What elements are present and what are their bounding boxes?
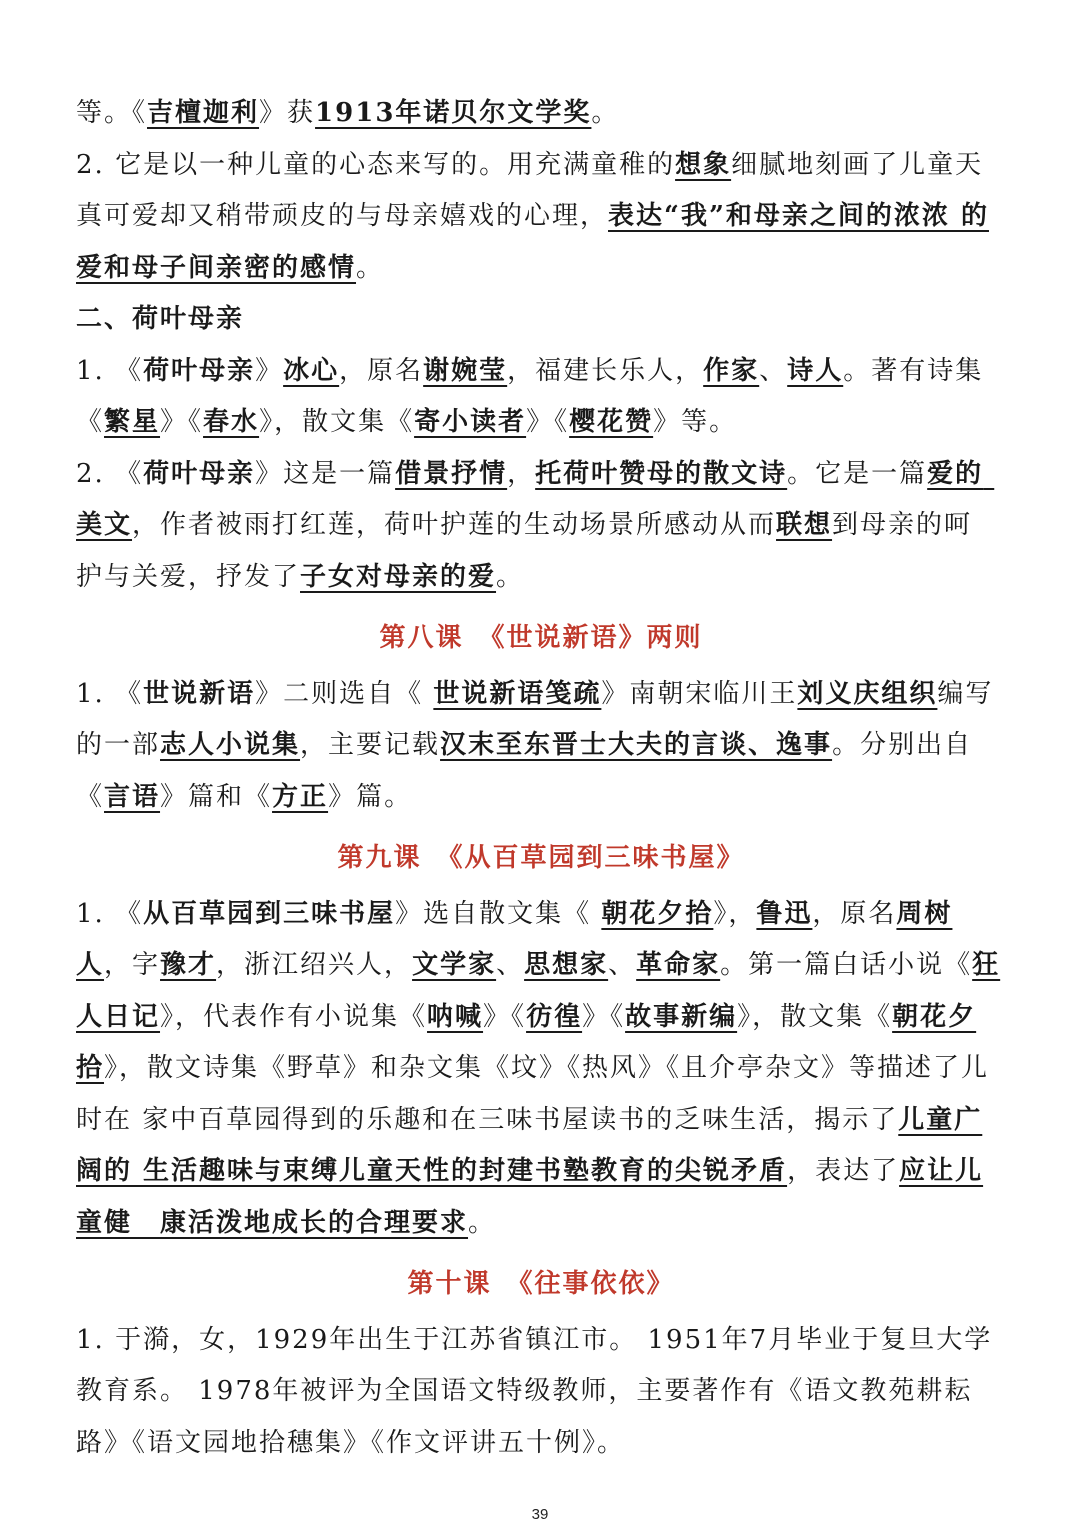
key-point-underlined: 狂人日记 <box>76 950 1001 1032</box>
body-text: 1. 于漪，女，1929年出生于江苏省镇江市。 1951年7月毕业于复旦大学教育系。 1978年被评为全国语文特级教师，主要著作有《语文教苑耕耘路》《语文园地拾穗集》《作文评讲五十例》。 <box>76 1324 993 1458</box>
key-point-underlined: 1913年诺贝尔文学奖 <box>315 98 592 128</box>
bold-text: 荷叶母亲 <box>143 355 256 386</box>
key-point-underlined: 应让儿童健 康活泼地成长的合理要求 <box>76 1156 984 1238</box>
lesson-heading-9: 第九课 《从百草园到三味书屋》 <box>337 843 745 873</box>
body-text: 》《 <box>526 407 570 437</box>
body-text: 》《 <box>483 1001 527 1032</box>
bold-text: 世说新语 <box>143 678 256 709</box>
body-text: 细腻地刻画了儿童天 真可爱却又稍带顽皮的与母亲嬉戏的心理， <box>76 149 994 231</box>
key-point-underlined: 言语 <box>104 781 161 812</box>
key-point-underlined: 志人小说集 <box>160 730 301 760</box>
body-text: 》获 <box>259 98 316 128</box>
key-point-underlined: 朝花夕拾 <box>601 898 714 929</box>
body-text: 到母亲的呵 护与关爱，抒发了 <box>76 510 983 592</box>
body-text: 。 <box>591 98 620 128</box>
body-text: 1. 《 <box>76 898 144 929</box>
key-point-underlined: 思想家 <box>524 950 609 980</box>
lesson-heading-10: 第十课 《往事依依》 <box>407 1269 675 1299</box>
section-heading-lotus-leaf-mother: 二、荷叶母亲 <box>76 304 245 334</box>
paragraph-shishuo-xinyu <box>76 669 1006 824</box>
body-text: ，原名 <box>339 355 424 386</box>
key-point-underlined: 谢婉莹 <box>423 355 508 386</box>
body-text: 。著有诗集 《 <box>76 355 994 437</box>
page-number: 39 <box>531 1506 549 1523</box>
body-text: 》，散文集《 <box>737 1001 893 1032</box>
key-point-underlined: 朝花夕拾 <box>76 1001 977 1083</box>
body-text: ，浙江绍兴人， <box>216 950 413 980</box>
lesson-heading-8: 第八课 《世说新语》两则 <box>379 623 703 653</box>
key-point-underlined: 诗人 <box>787 355 844 386</box>
body-text: 》， <box>713 898 757 929</box>
body-text: 。它是一篇 <box>787 458 928 489</box>
key-point-underlined: 联想 <box>776 510 833 540</box>
key-point-underlined: 作家 <box>703 355 760 386</box>
key-point-underlined: 儿童广阔的 生活趣味与束缚儿童天性的封建书塾教育的尖锐矛盾 <box>76 1104 983 1186</box>
body-text: ，福建长乐人， <box>507 355 704 386</box>
key-point-underlined: 世说新语笺疏 <box>433 678 602 709</box>
paragraph-yu-yi-bio <box>76 1315 1006 1470</box>
body-text: 、 <box>608 950 637 980</box>
key-point-underlined: 爱的 美文 <box>76 458 995 540</box>
body-text: 编写 的一部 <box>76 678 1004 760</box>
body-text: 》篇和《 <box>160 781 273 812</box>
key-point-underlined: 冰心 <box>283 355 340 386</box>
body-text: 、 <box>496 950 525 980</box>
key-point-underlined: 表达“我”和母亲之间的浓浓 的爱和母子间亲密的感情 <box>76 201 989 283</box>
body-text: 。分别出自 《 <box>76 730 983 812</box>
paragraph-child-perspective <box>76 140 1006 295</box>
body-text: ，原名 <box>812 898 897 929</box>
body-text: 等。《 <box>76 98 148 128</box>
body-text: 1. 《 <box>76 355 144 386</box>
key-point-underlined: 鲁迅 <box>756 898 813 929</box>
key-point-underlined: 借景抒情 <box>395 458 508 489</box>
key-point-underlined: 豫才 <box>160 950 217 980</box>
key-point-underlined: 刘义庆组织 <box>797 678 938 709</box>
key-point-underlined: 春水 <box>203 407 260 437</box>
key-point-underlined: 呐喊 <box>427 1001 484 1032</box>
body-text: 》，代表作有小说集《 <box>160 1001 428 1032</box>
body-text: 》《 <box>582 1001 626 1032</box>
body-text: 、 <box>759 355 788 386</box>
body-text: 》 <box>255 355 284 386</box>
key-point-underlined: 子女对母亲的爱 <box>300 561 497 592</box>
body-text: 》等。 <box>653 407 738 437</box>
key-point-underlined: 彷徨 <box>526 1001 583 1032</box>
body-text: ，主要记载 <box>300 730 441 760</box>
bold-text: 从百草园到三味书屋 <box>143 898 396 929</box>
body-text: 。 <box>468 1207 497 1238</box>
body-text: ，作者被雨打红莲，荷叶护莲的生动场景所感动从而 <box>132 510 777 540</box>
paragraph-lotus-leaf-theme <box>76 449 1006 604</box>
body-text: 》这是一篇 <box>255 458 396 489</box>
document-body <box>76 88 1006 1469</box>
key-point-underlined: 寄小读者 <box>414 407 527 437</box>
body-text: 》南朝宋临川王 <box>601 678 798 709</box>
key-point-underlined: 托荷叶赞母的散文诗 <box>535 458 788 489</box>
body-text: 。 <box>356 252 385 283</box>
key-point-underlined: 故事新编 <box>625 1001 738 1032</box>
key-point-underlined: 樱花赞 <box>569 407 654 437</box>
key-point-underlined: 吉檀迦利 <box>147 98 260 128</box>
key-point-underlined: 繁星 <box>104 407 161 437</box>
body-text: 》《 <box>160 407 204 437</box>
paragraph-luxun-baicaoyuan <box>76 889 1006 1250</box>
body-text: ， <box>507 458 536 489</box>
body-text: 》选自散文集《 <box>395 898 602 929</box>
body-text: 2. 《 <box>76 458 144 489</box>
bold-text: 荷叶母亲 <box>143 458 256 489</box>
key-point-underlined: 汉末至东晋士大夫的言谈、逸事 <box>440 730 833 760</box>
key-point-underlined: 想象 <box>675 149 732 180</box>
key-point-underlined: 周树人 <box>76 898 953 980</box>
body-text: 。 <box>496 561 525 592</box>
body-text: 》，散文集《 <box>259 407 415 437</box>
key-point-underlined: 文学家 <box>412 950 497 980</box>
paragraph-gitanjali-award <box>76 88 1006 140</box>
key-point-underlined: 方正 <box>272 781 329 812</box>
body-text: 1. 《 <box>76 678 144 709</box>
body-text: 》二则选自《 <box>255 678 434 709</box>
body-text: 》，散文诗集《野草》和杂文集《坟》《热风》《且介亭杂文》等描述了儿时在 家中百草园得到的乐趣和在三味书屋读书的乏味生活，揭示了 <box>76 1053 990 1135</box>
body-text: ，字 <box>104 950 161 980</box>
body-text: 2. 它是以一种儿童的心态来写的。用充满童稚的 <box>76 149 676 180</box>
body-text: 》篇。 <box>328 781 413 812</box>
body-text: 。第一篇白话小说《 <box>720 950 973 980</box>
paragraph-bingxin-bio <box>76 346 1006 449</box>
body-text: ，表达了 <box>787 1156 900 1186</box>
key-point-underlined: 革命家 <box>636 950 721 980</box>
